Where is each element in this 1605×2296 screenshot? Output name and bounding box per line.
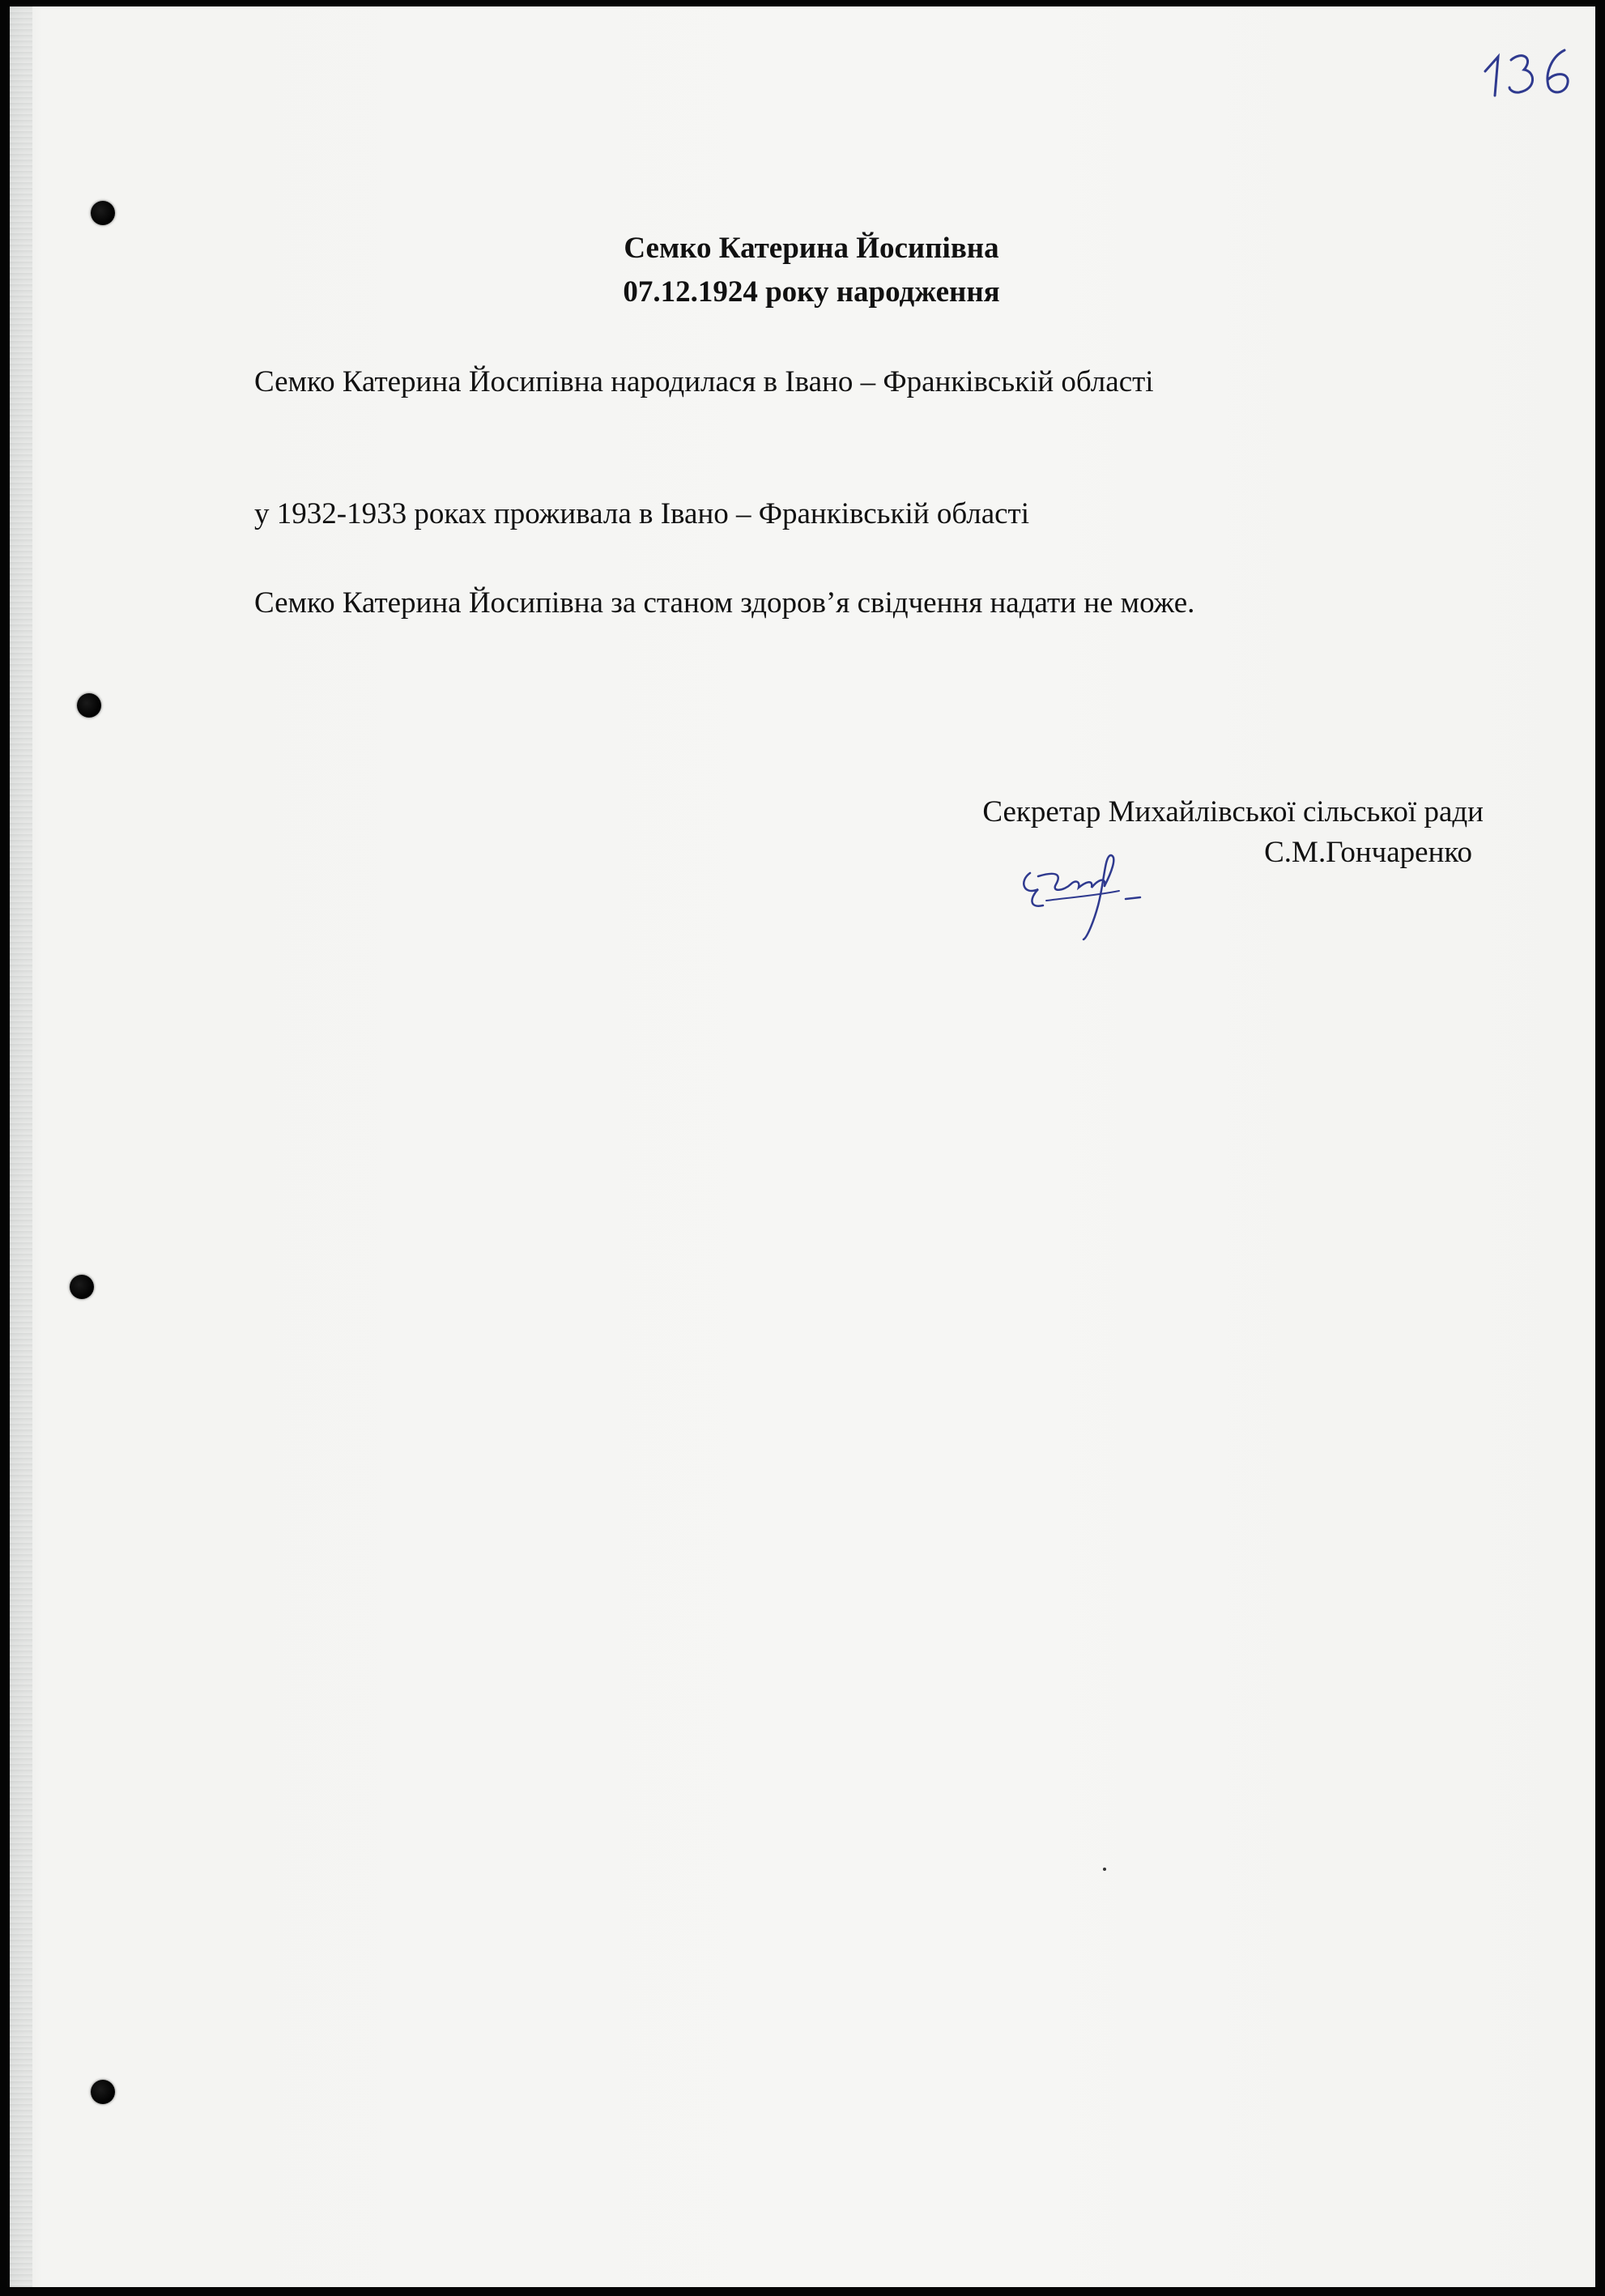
handwritten-signature [1014, 849, 1152, 946]
paragraph-health-statement: Семко Катерина Йосипівна за станом здоров’я свідчення надати не може. [254, 586, 1195, 620]
paragraph-birthplace: Семко Катерина Йосипівна народилася в Івано – Франківській області [254, 365, 1154, 398]
document-page [10, 6, 1595, 2287]
signature-icon [1014, 849, 1152, 946]
document-title [528, 227, 1095, 314]
page-edge-shadow [10, 6, 32, 2287]
punch-hole-icon [91, 201, 115, 225]
signatory-position: Секретар Михайлівської сільської ради [982, 795, 1484, 829]
handwritten-page-number [1474, 39, 1579, 112]
scan-speck [1103, 1868, 1106, 1871]
punch-hole-icon [91, 2080, 115, 2104]
title-name: Семко Катерина Йосипівна [624, 232, 999, 265]
title-birth-date: 07.12.1924 року народження [623, 275, 1000, 309]
punch-hole-icon [77, 693, 101, 718]
punch-hole-icon [70, 1275, 94, 1299]
signatory-name: С.М.Гончаренко [1264, 836, 1472, 869]
page-number-handwriting-icon [1474, 39, 1579, 112]
paragraph-residence: у 1932-1933 роках проживала в Івано – Франківській області [254, 497, 1029, 530]
